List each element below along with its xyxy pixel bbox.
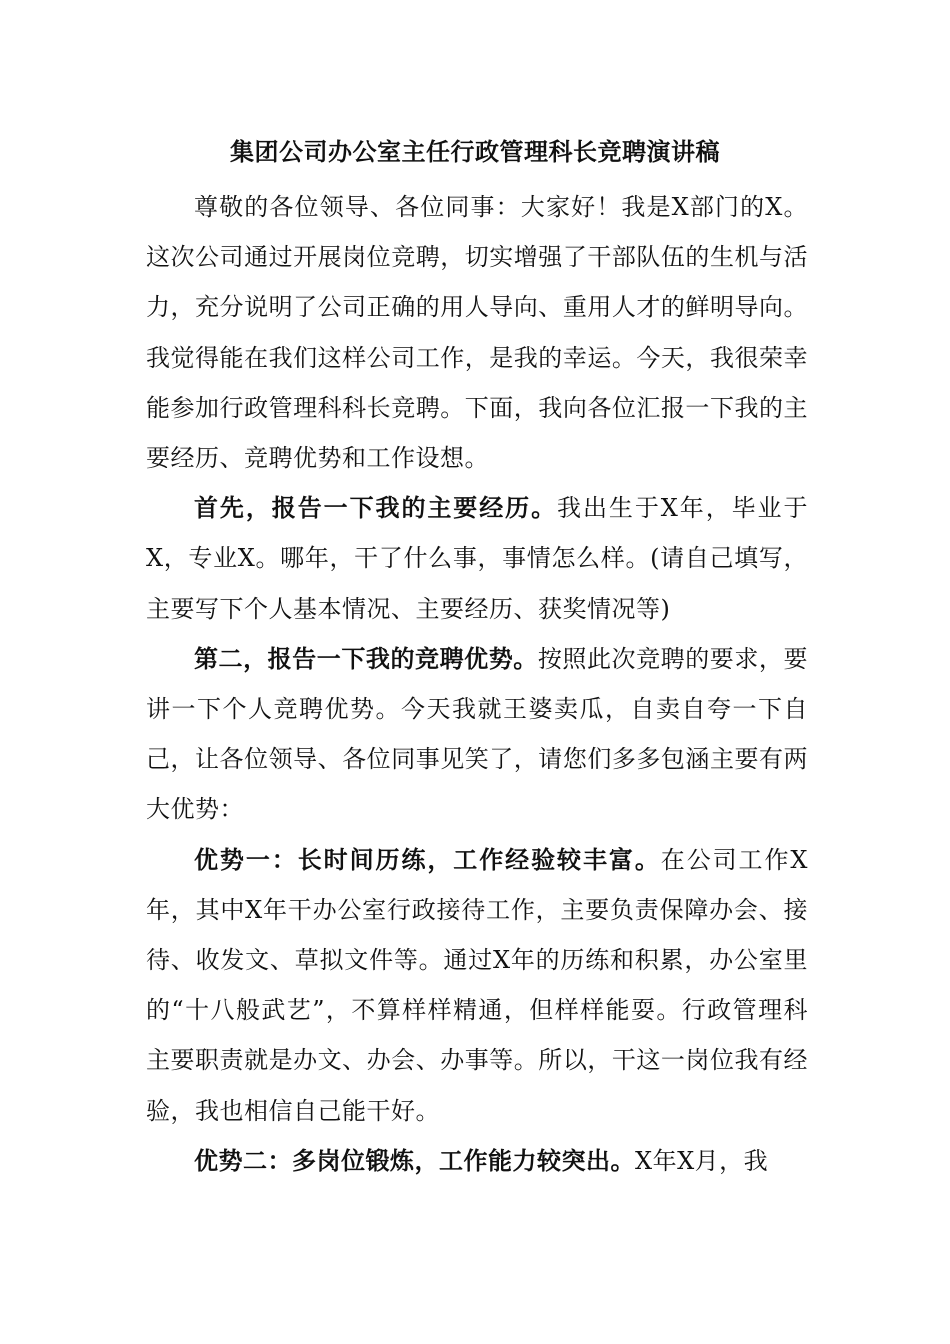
paragraph-text: 在公司工作X年，其中X年干办公室行政接待工作，主要负责保障办会、接待、收发文、草拟文件等。通过X年的历练和积累，办公室里的“十八般武艺”，不算样样精通，但样样能耍。行政管理科主要职责就是办文、办会、办事等。所以，干这一岗位我有经验，我也相信自己能干好。 [146, 845, 809, 1125]
paragraph-lead: 首先，报告一下我的主要经历。 [194, 493, 558, 523]
paragraph-experience [146, 483, 808, 634]
paragraph-greeting [146, 182, 808, 483]
paragraph-text: 按照此次竞聘的要求，要讲一下个人竞聘优势。今天我就王婆卖瓜，自卖自夸一下自己，让各位领导、各位同事见笑了，请您们多多包涵主要有两大优势： [146, 644, 808, 824]
paragraph-advantage-one [146, 835, 808, 1136]
paragraph-text: X年X月，我 [635, 1146, 769, 1175]
paragraph-text: 尊敬的各位领导、各位同事：大家好！我是X部门的X。这次公司通过开展岗位竞聘，切实增强了干部队伍的生机与活力，充分说明了公司正确的用人导向、重用人才的鲜明导向。我觉得能在我们这样公司工作，是我的幸运。今天，我很荣幸能参加行政管理科科长竞聘。下面，我向各位汇报一下我的主要经历、竞聘优势和工作设想。 [146, 193, 808, 473]
paragraph-advantage-two [146, 1136, 808, 1186]
paragraph-advantages [146, 634, 808, 835]
document-title: 集团公司办公室主任行政管理科长竞聘演讲稿 [230, 137, 720, 166]
document-body [146, 182, 808, 1186]
paragraph-lead: 优势二：多岗位锻炼，工作能力较突出。 [194, 1145, 635, 1175]
paragraph-lead: 第二，报告一下我的竞聘优势。 [194, 643, 538, 673]
paragraph-lead: 优势一：长时间历练，工作经验较丰富。 [194, 844, 661, 874]
paragraph-text: 我出生于X年，毕业于X，专业X。哪年，干了什么事，事情怎么样。(请自己填写，主要写下个人基本情况、主要经历、获奖情况等) [146, 494, 808, 623]
